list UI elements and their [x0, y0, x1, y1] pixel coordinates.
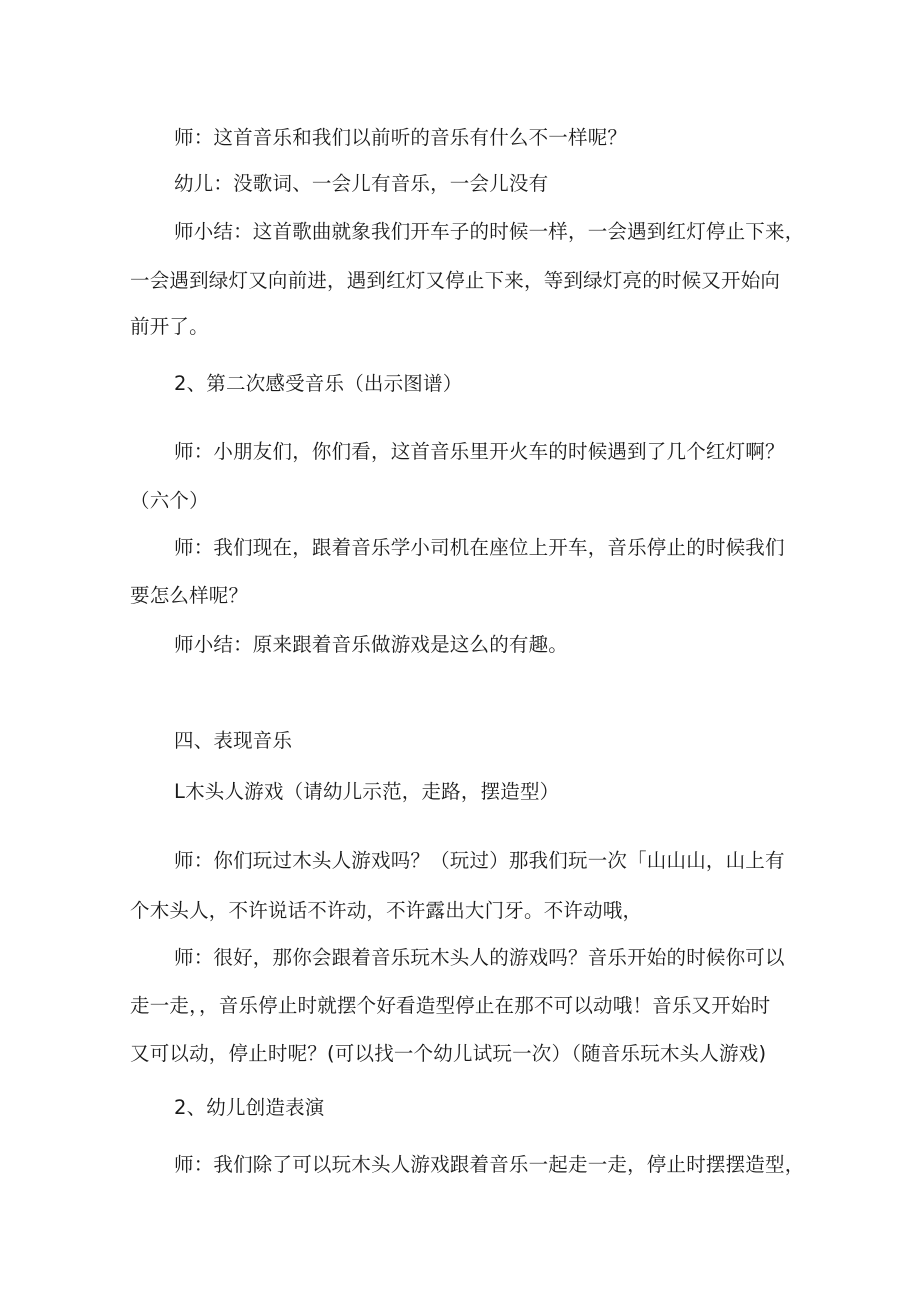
paragraph-line: 师小结：原来跟着音乐做游戏是这么的有趣。	[174, 633, 569, 656]
paragraph-line: 一会遇到绿灯又向前进，遇到红灯又停止下来，等到绿灯亮的时候又开始向	[130, 269, 781, 292]
paragraph-line: 师：我们现在，跟着音乐学小司机在座位上开车，音乐停止的时候我们	[174, 536, 785, 559]
section-heading: 2、幼儿创造表演	[174, 1096, 325, 1119]
paragraph-line: 幼儿：没歌词、一会儿有音乐，一会儿没有	[174, 172, 549, 195]
section-heading: 2、第二次感受音乐（出示图谱）	[174, 372, 463, 395]
paragraph-line: 师：我们除了可以玩木头人游戏跟着音乐一起走一走，停止时摆摆造型，	[174, 1153, 805, 1176]
paragraph-line: 师：这首音乐和我们以前听的音乐有什么不一样呢？	[174, 126, 628, 149]
paragraph-line: 师：你们玩过木头人游戏吗？（玩过）那我们玩一次「山山山，山上有	[174, 849, 785, 872]
section-heading: 四、表现音乐	[174, 729, 293, 752]
paragraph-line: 师：很好，那你会跟着音乐玩木头人的游戏吗？音乐开始的时候你可以	[174, 946, 785, 969]
paragraph-line: 师小结：这首歌曲就象我们开车子的时候一样，一会遇到红灯停止下来，	[174, 220, 805, 243]
paragraph-line: 师：小朋友们，你们看，这首音乐里开火车的时候遇到了几个红灯啊？	[174, 440, 785, 463]
paragraph-line: （六个）	[130, 489, 209, 512]
paragraph-line: 走一走，，音乐停止时就摆个好看造型停止在那不可以动哦！音乐又开始时	[130, 994, 771, 1017]
section-heading: L木头人游戏（请幼儿示范，走路，摆造型）	[174, 780, 560, 803]
paragraph-line: 前开了。	[130, 315, 209, 338]
paragraph-line: 个木头人，不许说话不许动，不许露出大门牙。不许动哦，	[130, 899, 643, 922]
paragraph-line: 又可以动，停止时呢？(可以找一个幼儿试玩一次）（随音乐玩木头人游戏)	[130, 1042, 767, 1065]
paragraph-line: 要怎么样呢？	[130, 584, 249, 607]
